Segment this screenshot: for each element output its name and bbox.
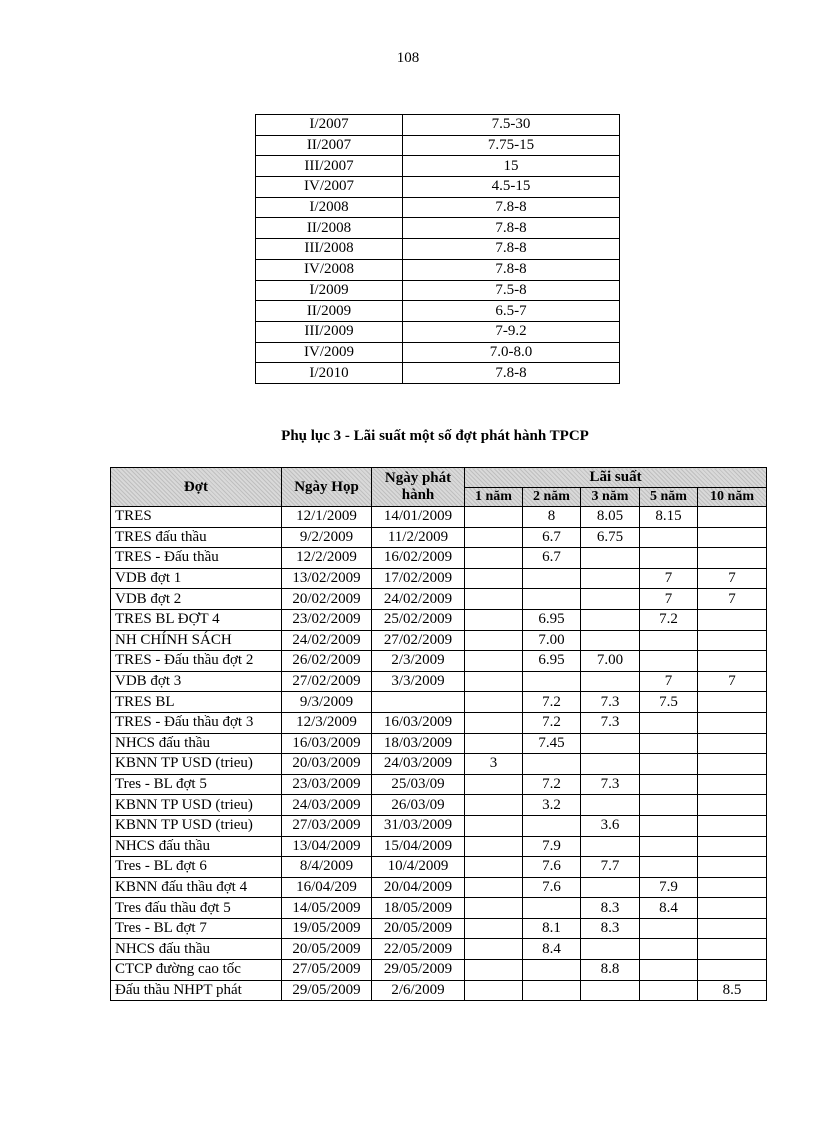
rate-3y-cell: 6.75	[581, 527, 640, 548]
table-row	[111, 857, 767, 878]
rate-2y-cell	[523, 980, 581, 1001]
table-row	[256, 197, 620, 218]
ngay-hop-cell: 27/02/2009	[282, 671, 372, 692]
rate-10y-cell	[698, 939, 767, 960]
rate-1y-cell	[465, 960, 523, 981]
rate-10y-cell: 8.5	[698, 980, 767, 1001]
dot-cell: Tres - BL đợt 6	[111, 857, 282, 878]
header-ngay-phat-hanh: Ngày phát hành	[372, 468, 465, 507]
table-row	[256, 301, 620, 322]
ngay-hop-cell: 27/05/2009	[282, 960, 372, 981]
dot-cell: VDB đợt 1	[111, 568, 282, 589]
rate-3y-cell	[581, 939, 640, 960]
rate-5y-cell	[640, 980, 698, 1001]
header-term-5y: 5 năm	[640, 488, 698, 507]
rate-1y-cell	[465, 507, 523, 528]
rate-range-cell: 7.0-8.0	[403, 342, 620, 363]
quarter-cell: IV/2007	[256, 177, 403, 198]
table-row	[111, 609, 767, 630]
table-row	[111, 774, 767, 795]
rate-1y-cell	[465, 609, 523, 630]
table-row	[111, 815, 767, 836]
dot-cell: KBNN TP USD (trieu)	[111, 754, 282, 775]
ngay-phat-hanh-cell: 27/02/2009	[372, 630, 465, 651]
table-row	[256, 239, 620, 260]
header-term-3y: 3 năm	[581, 488, 640, 507]
rate-3y-cell	[581, 836, 640, 857]
rate-5y-cell	[640, 548, 698, 569]
ngay-hop-cell: 12/1/2009	[282, 507, 372, 528]
rate-10y-cell	[698, 754, 767, 775]
ngay-hop-cell: 12/3/2009	[282, 712, 372, 733]
quarter-cell: II/2009	[256, 301, 403, 322]
rate-range-cell: 7.5-8	[403, 280, 620, 301]
ngay-hop-cell: 8/4/2009	[282, 857, 372, 878]
rate-5y-cell: 8.15	[640, 507, 698, 528]
rate-10y-cell	[698, 527, 767, 548]
rate-3y-cell	[581, 795, 640, 816]
dot-cell: KBNN đấu thầu đợt 4	[111, 877, 282, 898]
ngay-hop-cell: 14/05/2009	[282, 898, 372, 919]
ngay-hop-cell: 20/03/2009	[282, 754, 372, 775]
rate-2y-cell: 8.4	[523, 939, 581, 960]
ngay-phat-hanh-cell: 15/04/2009	[372, 836, 465, 857]
rate-5y-cell: 7.9	[640, 877, 698, 898]
dot-cell: TRES - Đấu thầu đợt 2	[111, 651, 282, 672]
rate-2y-cell: 8	[523, 507, 581, 528]
rate-range-cell: 4.5-15	[403, 177, 620, 198]
rate-10y-cell: 7	[698, 589, 767, 610]
dot-cell: TRES	[111, 507, 282, 528]
rate-3y-cell: 7.3	[581, 774, 640, 795]
rate-2y-cell: 3.2	[523, 795, 581, 816]
quarter-cell: III/2008	[256, 239, 403, 260]
rate-range-cell: 7.75-15	[403, 135, 620, 156]
rate-1y-cell	[465, 877, 523, 898]
table-row	[111, 548, 767, 569]
page-number: 108	[396, 50, 420, 66]
rate-10y-cell: 7	[698, 671, 767, 692]
rate-3y-cell: 7.00	[581, 651, 640, 672]
table-row	[111, 733, 767, 754]
table-row	[111, 918, 767, 939]
rate-1y-cell	[465, 712, 523, 733]
rate-2y-cell	[523, 898, 581, 919]
rate-5y-cell	[640, 733, 698, 754]
ngay-hop-cell: 20/05/2009	[282, 939, 372, 960]
table-row	[111, 589, 767, 610]
rate-5y-cell	[640, 774, 698, 795]
table-row	[111, 712, 767, 733]
rate-2y-cell: 6.7	[523, 548, 581, 569]
rate-1y-cell	[465, 795, 523, 816]
dot-cell: KBNN TP USD (trieu)	[111, 815, 282, 836]
header-term-1y: 1 năm	[465, 488, 523, 507]
ngay-phat-hanh-cell: 14/01/2009	[372, 507, 465, 528]
dot-cell: Tres đấu thầu đợt 5	[111, 898, 282, 919]
rate-5y-cell	[640, 960, 698, 981]
rate-1y-cell	[465, 568, 523, 589]
rate-3y-cell	[581, 609, 640, 630]
rate-10y-cell	[698, 692, 767, 713]
rate-10y-cell	[698, 877, 767, 898]
rate-10y-cell	[698, 548, 767, 569]
dot-cell: NHCS đấu thầu	[111, 939, 282, 960]
dot-cell: TRES BL	[111, 692, 282, 713]
rate-1y-cell	[465, 548, 523, 569]
ngay-hop-cell: 20/02/2009	[282, 589, 372, 610]
rate-5y-cell: 7	[640, 671, 698, 692]
dot-cell: Tres - BL đợt 7	[111, 918, 282, 939]
ngay-phat-hanh-cell: 3/3/2009	[372, 671, 465, 692]
quarter-cell: III/2007	[256, 156, 403, 177]
rate-3y-cell	[581, 548, 640, 569]
ngay-hop-cell: 13/02/2009	[282, 568, 372, 589]
appendix-caption: Phụ lục 3 - Lãi suất một số đợt phát hành TPCP	[281, 428, 589, 444]
ngay-hop-cell: 24/02/2009	[282, 630, 372, 651]
rate-3y-cell	[581, 589, 640, 610]
dot-cell: TRES - Đấu thầu đợt 3	[111, 712, 282, 733]
rate-1y-cell	[465, 918, 523, 939]
rate-5y-cell: 7.2	[640, 609, 698, 630]
rate-10y-cell	[698, 898, 767, 919]
rate-3y-cell	[581, 733, 640, 754]
ngay-hop-cell: 16/03/2009	[282, 733, 372, 754]
rate-10y-cell	[698, 630, 767, 651]
header-term-10y: 10 năm	[698, 488, 767, 507]
quarter-cell: IV/2008	[256, 259, 403, 280]
table-row	[111, 980, 767, 1001]
table-row	[111, 671, 767, 692]
quarter-cell: I/2007	[256, 115, 403, 136]
rate-10y-cell	[698, 507, 767, 528]
dot-cell: KBNN TP USD (trieu)	[111, 795, 282, 816]
table-row	[256, 177, 620, 198]
rate-5y-cell: 7	[640, 589, 698, 610]
rate-1y-cell	[465, 980, 523, 1001]
table-row	[111, 836, 767, 857]
rate-2y-cell: 8.1	[523, 918, 581, 939]
dot-cell: NHCS đấu thầu	[111, 836, 282, 857]
rate-10y-cell	[698, 857, 767, 878]
rate-10y-cell	[698, 960, 767, 981]
rate-2y-cell: 7.45	[523, 733, 581, 754]
ngay-hop-cell: 9/2/2009	[282, 527, 372, 548]
rate-10y-cell	[698, 609, 767, 630]
quarterly-rate-table	[255, 114, 620, 384]
rate-3y-cell	[581, 568, 640, 589]
table-row	[111, 960, 767, 981]
ngay-phat-hanh-cell: 24/02/2009	[372, 589, 465, 610]
rate-5y-cell	[640, 939, 698, 960]
rate-2y-cell	[523, 589, 581, 610]
ngay-phat-hanh-cell: 18/03/2009	[372, 733, 465, 754]
ngay-hop-cell: 12/2/2009	[282, 548, 372, 569]
table-row	[256, 156, 620, 177]
ngay-phat-hanh-cell: 16/02/2009	[372, 548, 465, 569]
dot-cell: NHCS đấu thầu	[111, 733, 282, 754]
ngay-phat-hanh-cell: 10/4/2009	[372, 857, 465, 878]
dot-cell: TRES BL ĐỢT 4	[111, 609, 282, 630]
rate-range-cell: 15	[403, 156, 620, 177]
rate-1y-cell	[465, 589, 523, 610]
header-row-1	[111, 468, 767, 488]
table-row	[256, 342, 620, 363]
quarter-cell: I/2009	[256, 280, 403, 301]
table-row	[111, 795, 767, 816]
dot-cell: CTCP đường cao tốc	[111, 960, 282, 981]
table-row	[111, 651, 767, 672]
table-row	[111, 877, 767, 898]
rate-2y-cell	[523, 568, 581, 589]
quarter-cell: I/2010	[256, 363, 403, 384]
rate-1y-cell: 3	[465, 754, 523, 775]
rate-1y-cell	[465, 527, 523, 548]
rate-2y-cell: 7.2	[523, 774, 581, 795]
table-row	[256, 218, 620, 239]
ngay-phat-hanh-cell	[372, 692, 465, 713]
table-row	[111, 507, 767, 528]
rate-5y-cell: 7	[640, 568, 698, 589]
quarter-cell: II/2007	[256, 135, 403, 156]
rate-3y-cell: 8.05	[581, 507, 640, 528]
ngay-phat-hanh-cell: 24/03/2009	[372, 754, 465, 775]
rate-2y-cell: 6.95	[523, 609, 581, 630]
ngay-phat-hanh-cell: 31/03/2009	[372, 815, 465, 836]
rate-5y-cell	[640, 527, 698, 548]
ngay-hop-cell: 24/03/2009	[282, 795, 372, 816]
ngay-phat-hanh-cell: 29/05/2009	[372, 960, 465, 981]
rate-5y-cell	[640, 795, 698, 816]
dot-cell: Đấu thầu NHPT phát	[111, 980, 282, 1001]
rate-10y-cell	[698, 815, 767, 836]
header-dot: Đợt	[111, 468, 282, 507]
ngay-phat-hanh-cell: 2/3/2009	[372, 651, 465, 672]
rate-2y-cell: 7.2	[523, 692, 581, 713]
table-row	[111, 568, 767, 589]
rate-10y-cell	[698, 836, 767, 857]
rate-3y-cell	[581, 671, 640, 692]
rate-range-cell: 7.5-30	[403, 115, 620, 136]
rate-range-cell: 7.8-8	[403, 239, 620, 260]
rate-2y-cell: 7.9	[523, 836, 581, 857]
bond-issuance-table	[110, 467, 767, 1001]
rate-3y-cell: 8.3	[581, 918, 640, 939]
table-row	[111, 754, 767, 775]
table-row	[256, 363, 620, 384]
ngay-hop-cell: 19/05/2009	[282, 918, 372, 939]
rate-2y-cell: 7.2	[523, 712, 581, 733]
rate-2y-cell: 7.6	[523, 877, 581, 898]
rate-3y-cell	[581, 980, 640, 1001]
table-row	[256, 115, 620, 136]
rate-1y-cell	[465, 630, 523, 651]
rate-10y-cell: 7	[698, 568, 767, 589]
rate-10y-cell	[698, 918, 767, 939]
rate-1y-cell	[465, 836, 523, 857]
rate-1y-cell	[465, 733, 523, 754]
rate-1y-cell	[465, 939, 523, 960]
rate-5y-cell	[640, 651, 698, 672]
table-row	[256, 135, 620, 156]
rate-1y-cell	[465, 651, 523, 672]
rate-2y-cell	[523, 960, 581, 981]
ngay-hop-cell: 16/04/209	[282, 877, 372, 898]
rate-3y-cell	[581, 630, 640, 651]
ngay-hop-cell: 23/03/2009	[282, 774, 372, 795]
rate-3y-cell: 3.6	[581, 815, 640, 836]
rate-2y-cell	[523, 754, 581, 775]
ngay-phat-hanh-cell: 22/05/2009	[372, 939, 465, 960]
dot-cell: VDB đợt 2	[111, 589, 282, 610]
quarter-cell: II/2008	[256, 218, 403, 239]
rate-1y-cell	[465, 692, 523, 713]
ngay-hop-cell: 29/05/2009	[282, 980, 372, 1001]
rate-5y-cell	[640, 918, 698, 939]
rate-3y-cell: 7.7	[581, 857, 640, 878]
rate-10y-cell	[698, 774, 767, 795]
header-term-2y: 2 năm	[523, 488, 581, 507]
rate-5y-cell: 8.4	[640, 898, 698, 919]
ngay-phat-hanh-cell: 25/02/2009	[372, 609, 465, 630]
table-row	[256, 259, 620, 280]
rate-10y-cell	[698, 712, 767, 733]
rate-10y-cell	[698, 651, 767, 672]
rate-3y-cell: 8.8	[581, 960, 640, 981]
table-row	[256, 280, 620, 301]
rate-1y-cell	[465, 774, 523, 795]
ngay-hop-cell: 13/04/2009	[282, 836, 372, 857]
rate-10y-cell	[698, 795, 767, 816]
rate-2y-cell: 6.95	[523, 651, 581, 672]
rate-2y-cell: 7.6	[523, 857, 581, 878]
rate-2y-cell: 7.00	[523, 630, 581, 651]
rate-5y-cell	[640, 836, 698, 857]
rate-5y-cell	[640, 857, 698, 878]
ngay-phat-hanh-cell: 20/04/2009	[372, 877, 465, 898]
ngay-phat-hanh-cell: 2/6/2009	[372, 980, 465, 1001]
quarter-cell: I/2008	[256, 197, 403, 218]
rate-5y-cell	[640, 815, 698, 836]
rate-1y-cell	[465, 898, 523, 919]
rate-range-cell: 7.8-8	[403, 363, 620, 384]
rate-2y-cell: 6.7	[523, 527, 581, 548]
quarter-cell: IV/2009	[256, 342, 403, 363]
rate-range-cell: 7.8-8	[403, 259, 620, 280]
ngay-phat-hanh-cell: 16/03/2009	[372, 712, 465, 733]
ngay-hop-cell: 23/02/2009	[282, 609, 372, 630]
rate-3y-cell: 8.3	[581, 898, 640, 919]
header-ngay-hop: Ngày Họp	[282, 468, 372, 507]
rate-3y-cell	[581, 754, 640, 775]
ngay-phat-hanh-cell: 18/05/2009	[372, 898, 465, 919]
table-row	[111, 898, 767, 919]
table-row	[111, 630, 767, 651]
rate-5y-cell	[640, 754, 698, 775]
header-lai-suat: Lãi suất	[465, 468, 767, 488]
ngay-phat-hanh-cell: 20/05/2009	[372, 918, 465, 939]
ngay-hop-cell: 9/3/2009	[282, 692, 372, 713]
rate-range-cell: 6.5-7	[403, 301, 620, 322]
table-row	[111, 692, 767, 713]
dot-cell: TRES - Đấu thầu	[111, 548, 282, 569]
rate-1y-cell	[465, 857, 523, 878]
dot-cell: TRES đấu thầu	[111, 527, 282, 548]
rate-3y-cell: 7.3	[581, 712, 640, 733]
rate-5y-cell	[640, 712, 698, 733]
ngay-phat-hanh-cell: 25/03/09	[372, 774, 465, 795]
rate-1y-cell	[465, 815, 523, 836]
ngay-hop-cell: 27/03/2009	[282, 815, 372, 836]
rate-1y-cell	[465, 671, 523, 692]
rate-3y-cell: 7.3	[581, 692, 640, 713]
bond-issuance-table-body	[111, 507, 767, 1001]
rate-range-cell: 7-9.2	[403, 321, 620, 342]
rate-range-cell: 7.8-8	[403, 218, 620, 239]
table-row	[256, 321, 620, 342]
rate-2y-cell	[523, 815, 581, 836]
quarter-cell: III/2009	[256, 321, 403, 342]
rate-10y-cell	[698, 733, 767, 754]
quarterly-rate-table-body	[256, 115, 620, 384]
dot-cell: NH CHÍNH SÁCH	[111, 630, 282, 651]
dot-cell: Tres - BL đợt 5	[111, 774, 282, 795]
ngay-phat-hanh-cell: 17/02/2009	[372, 568, 465, 589]
rate-range-cell: 7.8-8	[403, 197, 620, 218]
table-row	[111, 939, 767, 960]
rate-3y-cell	[581, 877, 640, 898]
ngay-hop-cell: 26/02/2009	[282, 651, 372, 672]
rate-5y-cell	[640, 630, 698, 651]
rate-2y-cell	[523, 671, 581, 692]
ngay-phat-hanh-cell: 26/03/09	[372, 795, 465, 816]
table-row	[111, 527, 767, 548]
dot-cell: VDB đợt 3	[111, 671, 282, 692]
ngay-phat-hanh-cell: 11/2/2009	[372, 527, 465, 548]
rate-5y-cell: 7.5	[640, 692, 698, 713]
